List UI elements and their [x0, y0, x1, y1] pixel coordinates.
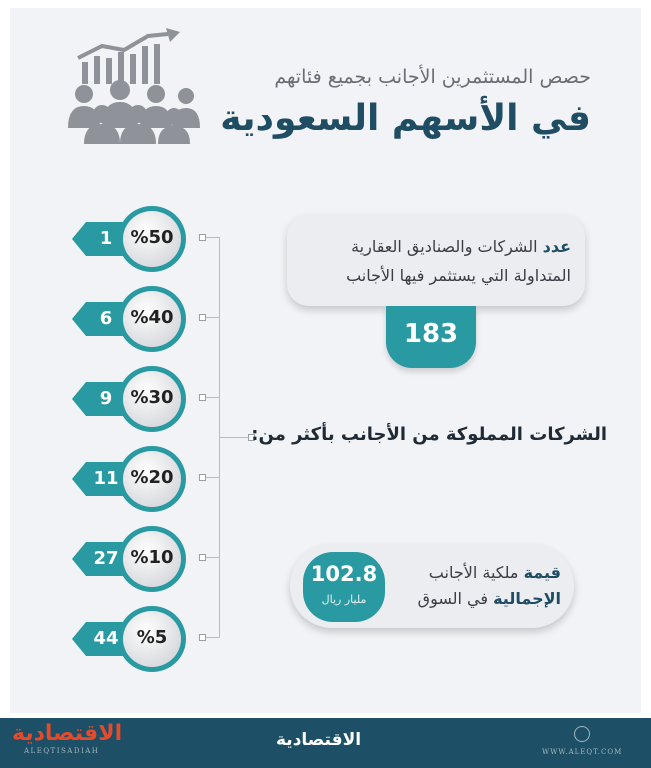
connector-node: [199, 314, 206, 321]
connector-node: [199, 554, 206, 561]
companies-count-label: [291, 232, 571, 290]
connector-node: [199, 634, 206, 641]
tier-percent: %30: [130, 387, 174, 408]
tier-company-count: 9: [99, 388, 113, 409]
companies-label-bold: عدد: [542, 237, 571, 256]
companies-count-card: [287, 214, 585, 306]
ownership-tier-badge: [72, 608, 188, 670]
tier-company-count: 6: [99, 308, 113, 329]
ownership-tier-badge: [72, 528, 188, 590]
connector-middle-line: [220, 437, 250, 438]
tier-company-count: 44: [93, 628, 119, 649]
tier-company-count: 11: [93, 468, 119, 489]
infographic-subtitle: حصص المستثمرين الأجانب بجميع فئاتهم: [274, 66, 591, 88]
publication-logo[interactable]: الاقتصادية: [12, 721, 123, 746]
ownership-tier-badge: [72, 208, 188, 270]
companies-count-value: 183: [386, 306, 476, 368]
companies-label-line2: المتداولة التي يستثمر فيها الأجانب: [346, 266, 571, 285]
ownership-tier-badge: [72, 288, 188, 350]
value-label-line1-bold: قيمة: [523, 563, 561, 582]
infographic-title: في الأسهم السعودية: [220, 98, 591, 139]
ownership-tier-badge: [72, 368, 188, 430]
ownership-value-label: [361, 560, 561, 612]
website-link[interactable]: WWW.ALEQT.COM: [542, 748, 623, 756]
tier-percent: %5: [136, 627, 168, 648]
tier-percent: %20: [130, 467, 174, 488]
connector-vertical-line: [219, 238, 220, 638]
companies-label-line1: الشركات والصناديق العقارية: [351, 237, 543, 256]
investors-growth-icon: [62, 28, 202, 144]
tier-company-count: 1: [99, 228, 113, 249]
connector-node: [199, 474, 206, 481]
tier-percent: %50: [130, 227, 174, 248]
tier-percent: %10: [130, 547, 174, 568]
publication-wordmark: الاقتصادية: [276, 730, 362, 750]
connector-node: [199, 234, 206, 241]
owned-companies-label: الشركات المملوكة من الأجانب بأكثر من:: [251, 424, 607, 445]
ownership-value-unit: مليار ريال: [321, 593, 367, 606]
value-label-line1-rest: ملكية الأجانب: [428, 563, 524, 582]
value-label-line2-bold: الإجمالية: [493, 589, 561, 608]
publication-logo-latin: ALEQTISADIAH: [24, 747, 100, 755]
value-label-line2-rest: في السوق: [417, 589, 494, 608]
tier-company-count: 27: [93, 548, 119, 569]
connector-node: [199, 394, 206, 401]
ownership-tier-badge: [72, 448, 188, 510]
ownership-value-number: 102.8: [310, 562, 378, 586]
tier-percent: %40: [130, 307, 174, 328]
seal-icon: [574, 726, 590, 742]
